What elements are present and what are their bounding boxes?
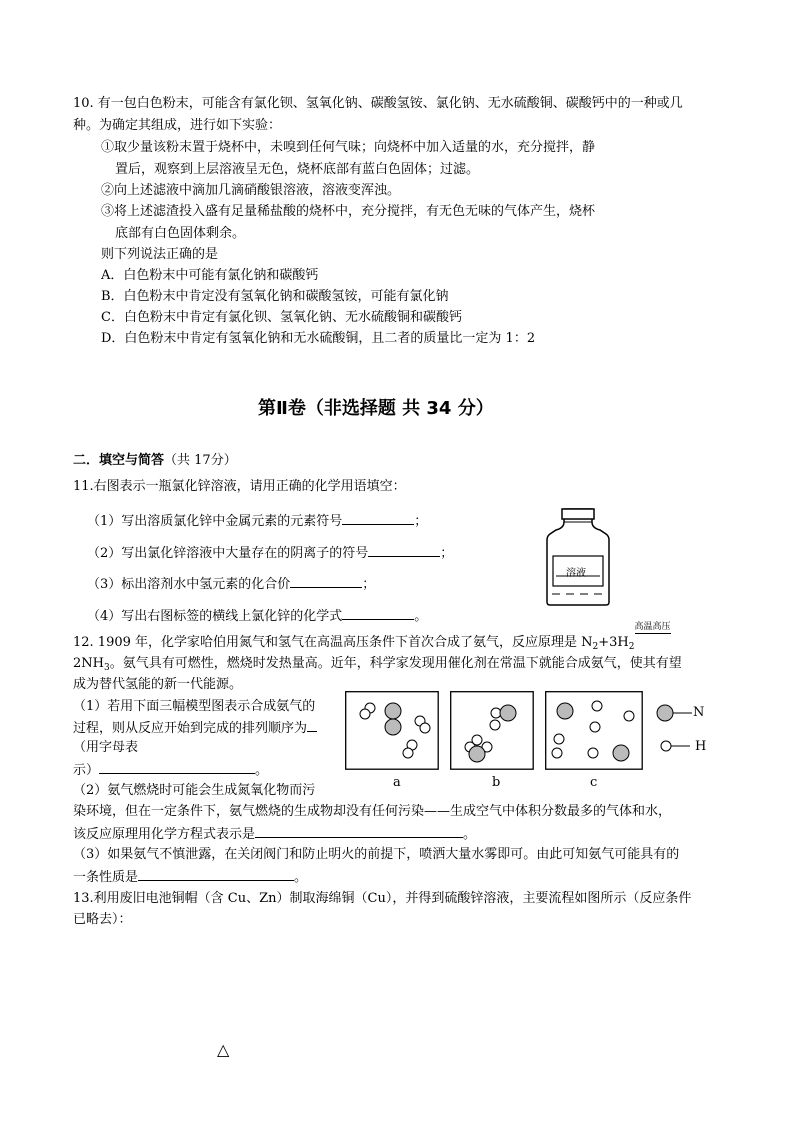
- model-caption-c: c: [590, 775, 598, 790]
- q12-sub-3: 3: [103, 663, 110, 673]
- q11-sub1-text: （1）写出溶质氯化锌中金属元素的元素符号: [87, 514, 343, 529]
- q12-p1b: [73, 717, 317, 739]
- model-caption-b: b: [492, 775, 501, 790]
- q11-blank4[interactable]: [342, 605, 414, 620]
- reaction-condition: [634, 622, 672, 653]
- q12-p1a: （1）若用下面三幅模型图表示合成氨气的: [73, 699, 316, 714]
- q10-option-d: D．白色粉末中肯定有氢氧化钠和无水硫酸铜，且二者的质量比一定为 1：2: [101, 331, 536, 346]
- q10-line1: 10. 有一包白色粉末，可能含有氯化钡、氢氧化钠、碳酸氢铵、氯化钠、无水硫酸铜、碳酸钙中的一种或几: [73, 96, 683, 111]
- q11-sub2-text: （2）写出氯化锌溶液中大量存在的阴离子的符号: [87, 546, 369, 561]
- q12-line3: 成为替代氢能的新一代能源。: [73, 677, 243, 692]
- q12-order-blank[interactable]: [307, 717, 317, 732]
- q11-semicolon: ；: [414, 514, 428, 529]
- q11-blank2[interactable]: [368, 542, 440, 557]
- q12-line2-text: 。氨气具有可燃性，燃烧时发热量高。近年，科学家发现用催化剂在常温下就能合成氨气，使其有望: [109, 656, 682, 671]
- q11-semicolon: ；: [440, 546, 454, 561]
- q11-sub3-text: （3）标出溶剂水中氢元素的化合价: [87, 577, 291, 592]
- q12-sub-2: 2: [628, 642, 635, 652]
- q12-equation-blank[interactable]: [255, 823, 463, 838]
- q10-step1b: 置后，观察到上层溶液呈无色，烧杯底部有蓝白色固体；过滤。: [115, 162, 480, 177]
- bottle-label: 溶液: [566, 568, 586, 579]
- q11-sub2: [87, 542, 453, 564]
- q11-sub1: [87, 510, 427, 532]
- q10-step1a: ①取少量该粉末置于烧杯中，未嗅到任何气味；向烧杯中加入适量的水，充分搅拌，静: [101, 140, 596, 155]
- q12-line1-h: +3H: [598, 635, 629, 650]
- q12-p2c-text: 该反应原理用化学方程式表示是: [73, 827, 256, 842]
- q13-line1: 13.利用废旧电池铜帽（含 Cu、Zn）制取海绵铜（Cu），并得到硫酸锌溶液，主要流程如图所示（反应条件: [73, 891, 692, 906]
- q10-step2: ②向上述滤液中滴加几滴硝酸银溶液，溶液变浑浊。: [101, 183, 401, 198]
- q12-period-3: 。: [294, 870, 308, 885]
- q11-intro: 11.右图表示一瓶氯化锌溶液，请用正确的化学用语填空：: [73, 479, 406, 494]
- q12-period-2: 。: [463, 827, 477, 842]
- part2-heading: [73, 451, 237, 471]
- q11-blank1[interactable]: [342, 510, 414, 525]
- q12-property-blank[interactable]: [138, 866, 294, 881]
- q12-period: 。: [255, 763, 269, 778]
- q12-order-blank-2[interactable]: [99, 759, 255, 774]
- q11-semicolon: ；: [362, 577, 376, 592]
- q12-line1-text: 12. 1909 年，化学家哈伯用氮气和氢气在高温高压条件下首次合成了氨气，反应原理是 N: [73, 635, 593, 650]
- q12-p2a: （2）氨气燃烧时可能会生成氮氧化物而污: [73, 783, 316, 798]
- model-box-b: [450, 691, 534, 770]
- q12-p3a: （3）如果氨气不慎泄露，在关闭阀门和防止明火的前提下，喷洒大量水雾即可。由此可知氨气可能具有的: [73, 847, 680, 862]
- q12-p1d: [73, 759, 268, 781]
- q12-p3b-text: 一条性质是: [73, 870, 139, 885]
- section-title: 第Ⅱ卷（非选择题 共 34 分）: [258, 398, 494, 419]
- q12-p1c: （用字母表: [73, 740, 139, 755]
- reaction-condition-text: 高温高压: [634, 622, 671, 632]
- q13-line2: 已略去）：: [73, 912, 132, 927]
- reagent-bottle-figure: [540, 506, 616, 608]
- model-box-a: [345, 691, 439, 770]
- q12-p3b: [73, 866, 307, 888]
- q12-p1d-text: 示）: [73, 763, 100, 778]
- q12-p1b-text: 过程，则从反应开始到完成的排列顺序为: [73, 721, 308, 736]
- model-caption-a: a: [393, 775, 401, 790]
- part2-score: （共 17分）: [164, 453, 237, 468]
- q11-sub3: [87, 573, 375, 595]
- model-box-c: [545, 691, 643, 770]
- q11-sub4: [87, 605, 427, 627]
- q12-sub-2: 2: [592, 642, 599, 652]
- atom-legend: [656, 704, 694, 756]
- q10-option-c: C．白色粉末中肯定有氯化钡、氢氧化钠、无水硫酸铜和碳酸钙: [101, 310, 462, 325]
- q11-blank3[interactable]: [290, 573, 362, 588]
- q10-step3a: ③将上述滤渣投入盛有足量稀盐酸的烧杯中，充分搅拌，有无色无味的气体产生，烧杯: [101, 204, 596, 219]
- q10-step3b: 底部有白色固体剩余。: [115, 226, 246, 241]
- q10-option-a: A．白色粉末中可能有氯化钠和碳酸钙: [101, 268, 319, 283]
- q10-line2: 种。为确定其组成，进行如下实验：: [73, 118, 282, 133]
- q11-period: 。: [414, 609, 428, 624]
- q12-p2b: 染环境，但在一定条件下，氨气燃烧的生成物却没有任何污染——生成空气中体积分数最多的气体和水，: [73, 804, 672, 819]
- q10-question: 则下列说法正确的是: [101, 247, 219, 262]
- heat-triangle-symbol: △: [217, 1040, 230, 1059]
- legend-h-label: H: [695, 739, 707, 754]
- part2-heading-text: 二．填空与简答: [73, 453, 165, 468]
- q12-p2c: [73, 823, 476, 845]
- q12-line2-nh: 2NH: [73, 656, 104, 671]
- q10-option-b: B．白色粉末中肯定没有氢氧化钠和碳酸氢铵，可能有氯化钠: [101, 289, 449, 304]
- q11-sub4-text: （4）写出右图标签的横线上氯化锌的化学式: [87, 609, 343, 624]
- legend-n-label: N: [693, 705, 705, 720]
